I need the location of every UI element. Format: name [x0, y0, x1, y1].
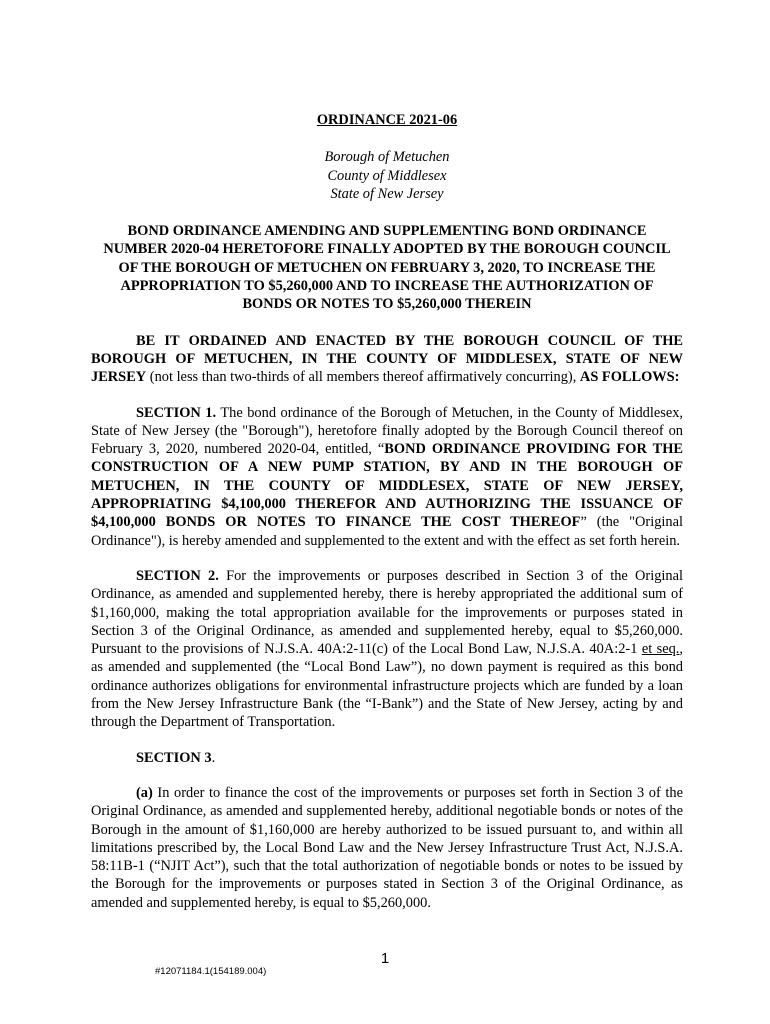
title-line: BONDS OR NOTES TO $5,260,000 THEREIN	[242, 296, 532, 313]
state-line: State of New Jersey	[330, 185, 444, 202]
ordinance-title	[91, 222, 683, 313]
enactment-tail: AS FOLLOWS:	[579, 369, 680, 386]
section-2-text: For the improvements or purposes described in Section 3 of the Original Ordinance, as amended and supplemented hereby, there is hereby appropriated the additional sum of $1,160,000, making the total appropriation available for the improvements or purposes stated in Section 3 of the Original Ordinance, as amended and supplemented hereby, equal to $5,260,000. Pursuant to the provisions of N.J.S.A. 40A:2-11(c) of the Local Bond Law, N.J.S.A. 40A:2-1	[91, 567, 684, 658]
section-3a	[91, 784, 683, 912]
section-3-heading	[91, 749, 683, 767]
title-line: NUMBER 2020-04 HERETOFORE FINALLY ADOPTED BY THE BOROUGH COUNCIL	[103, 241, 671, 258]
original-ordinance-title: BOND ORDINANCE PROVIDING FOR THE CONSTRUCTION OF A NEW PUMP STATION, BY AND IN THE BOROUGH OF METUCHEN, IN THE COUNTY OF MIDDLESEX, STATE OF NEW JERSEY, APPROPRIATING $4,100,000 THEREFOR AND AUTHORIZING THE ISSUANCE OF $4,100,000 BONDS OR NOTES TO FINANCE THE COST THEREOF	[91, 441, 683, 531]
et-seq: et seq.	[641, 641, 680, 658]
section-2-label: SECTION 2.	[136, 567, 219, 584]
title-line: OF THE BOROUGH OF METUCHEN ON FEBRUARY 3, 2020, TO INCREASE THE	[118, 259, 656, 276]
title-line: BOND ORDINANCE AMENDING AND SUPPLEMENTING BOND ORDINANCE	[127, 223, 647, 240]
page-number: 1	[380, 950, 390, 967]
locality-block	[91, 148, 683, 203]
section-1	[91, 404, 683, 550]
section-3-period: .	[211, 749, 216, 766]
enactment-lead: BE IT ORDAINED AND ENACTED BY THE BOROUGH COUNCIL OF THE BOROUGH OF METUCHEN, IN THE COUNTY OF MIDDLESEX, STATE OF NEW JERSEY	[91, 332, 683, 386]
section-3a-label: (a)	[136, 784, 153, 801]
section-2	[91, 567, 683, 732]
section-3-label: SECTION 3	[136, 749, 212, 766]
section-2-text-end: , as amended and supplemented (the “Local Bond Law”), no down payment is required as this bond ordinance authorizes obligations for environmental infrastructure projects which are funded by a loan from the New Jersey Infrastructure Bank (the “I-Bank”) and the State of New Jersey, acting by and through the Department of Transportation.	[91, 641, 684, 731]
title-line: APPROPRIATION TO $5,260,000 AND TO INCREASE THE AUTHORIZATION OF	[120, 278, 654, 295]
ordinance-heading: ORDINANCE 2021-06	[316, 112, 458, 128]
document-body	[91, 111, 683, 912]
section-3a-text: In order to finance the cost of the improvements or purposes set forth in Section 3 of the Original Ordinance, as amended and supplemented hereby, additional negotiable bonds or notes of the Borough in the amount of $1,160,000 are hereby authorized to be issued pursuant to, and within all limitations prescribed by, the Local Bond Law and the New Jersey Infrastructure Trust Act, N.J.S.A. 58:11B-1 (“NJIT Act”), such that the total authorization of negotiable bonds or notes to be issued by the Borough for the improvements or purposes stated in Section 3 of the Original Ordinance, as amended and supplemented hereby, is equal to $5,260,000.	[91, 784, 683, 911]
section-1-text: The bond ordinance of the Borough of Metuchen, in the County of Middlesex, State of New Jersey (the "Borough"), heretofore finally adopted by the Borough Council thereof on February 3, 2020, numbered 2020-04, entitled, “	[91, 404, 683, 458]
borough-line: Borough of Metuchen	[324, 149, 450, 166]
enactment-clause	[91, 332, 683, 387]
section-1-text-end: ” (the "Original Ordinance"), is hereby amended and supplemented to the extent and with the effect as set forth herein.	[91, 514, 683, 549]
section-1-label: SECTION 1.	[136, 404, 217, 421]
enactment-middle: (not less than two-thirds of all members thereof affirmatively concurring),	[146, 369, 580, 386]
document-id: #12071184.1(154189.004)	[155, 966, 267, 977]
county-line: County of Middlesex	[327, 167, 447, 184]
